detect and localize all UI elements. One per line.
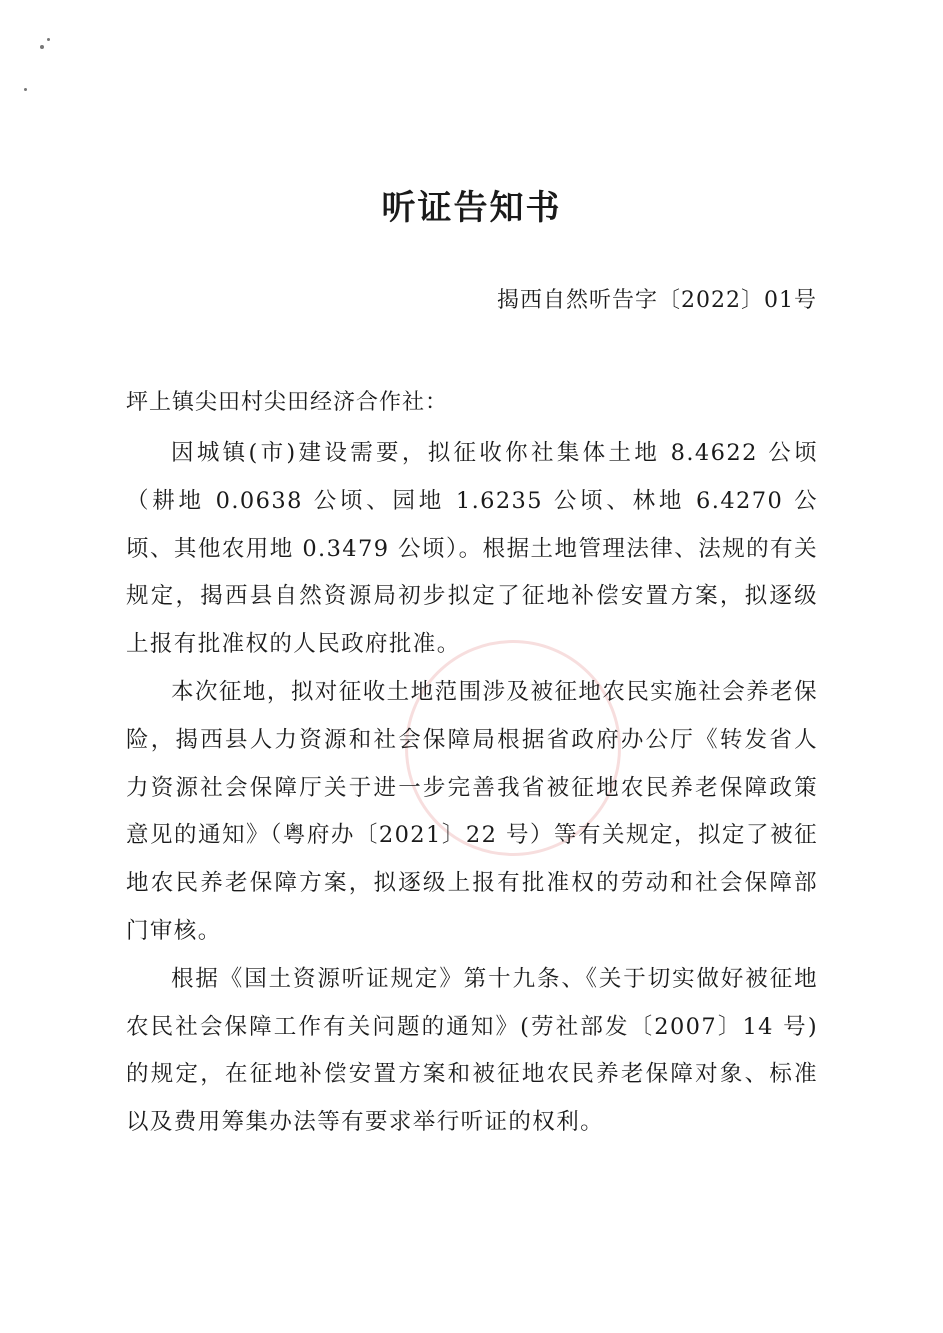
document-title: 听证告知书 (381, 188, 562, 228)
scan-speck (24, 88, 27, 91)
scan-speck (40, 45, 44, 49)
paragraph-1: 因城镇(市)建设需要，拟征收你社集体土地 8.4622 公顷（耕地 0.0638 公顷、园地 1.6235 公顷、林地 6.4270 公顷、其他农用地 0.3479 公顷）。根据土地管理法律、法规的有关规定，揭西县自然资源局初步拟定了征地补偿安置方案，拟逐级上报有批准权的人民政府批准。 (126, 440, 818, 658)
scan-speck (47, 38, 50, 41)
paragraph-3: 根据《国土资源听证规定》第十九条、《关于切实做好被征地农民社会保障工作有关问题的通知》(劳社部发〔2007〕14 号)的规定，在征地补偿安置方案和被征地农民养老保障对象、标准以及费用筹集办法等有要求举行听证的权利。 (126, 965, 818, 1136)
document-body (126, 430, 818, 1147)
addressee: 坪上镇尖田村尖田经济合作社： (126, 390, 449, 415)
document-number: 揭西自然听告字〔2022〕01号 (497, 288, 817, 313)
paragraph-2: 本次征地，拟对征收土地范围涉及被征地农民实施社会养老保险，揭西县人力资源和社会保障局根据省政府办公厅《转发省人力资源社会保障厅关于进一步完善我省被征地农民养老保障政策意见的通知》（粤府办〔2021〕22 号）等有关规定，拟定了被征地农民养老保障方案，拟逐级上报有批准权的劳动和社会保障部门审核。 (126, 678, 818, 944)
